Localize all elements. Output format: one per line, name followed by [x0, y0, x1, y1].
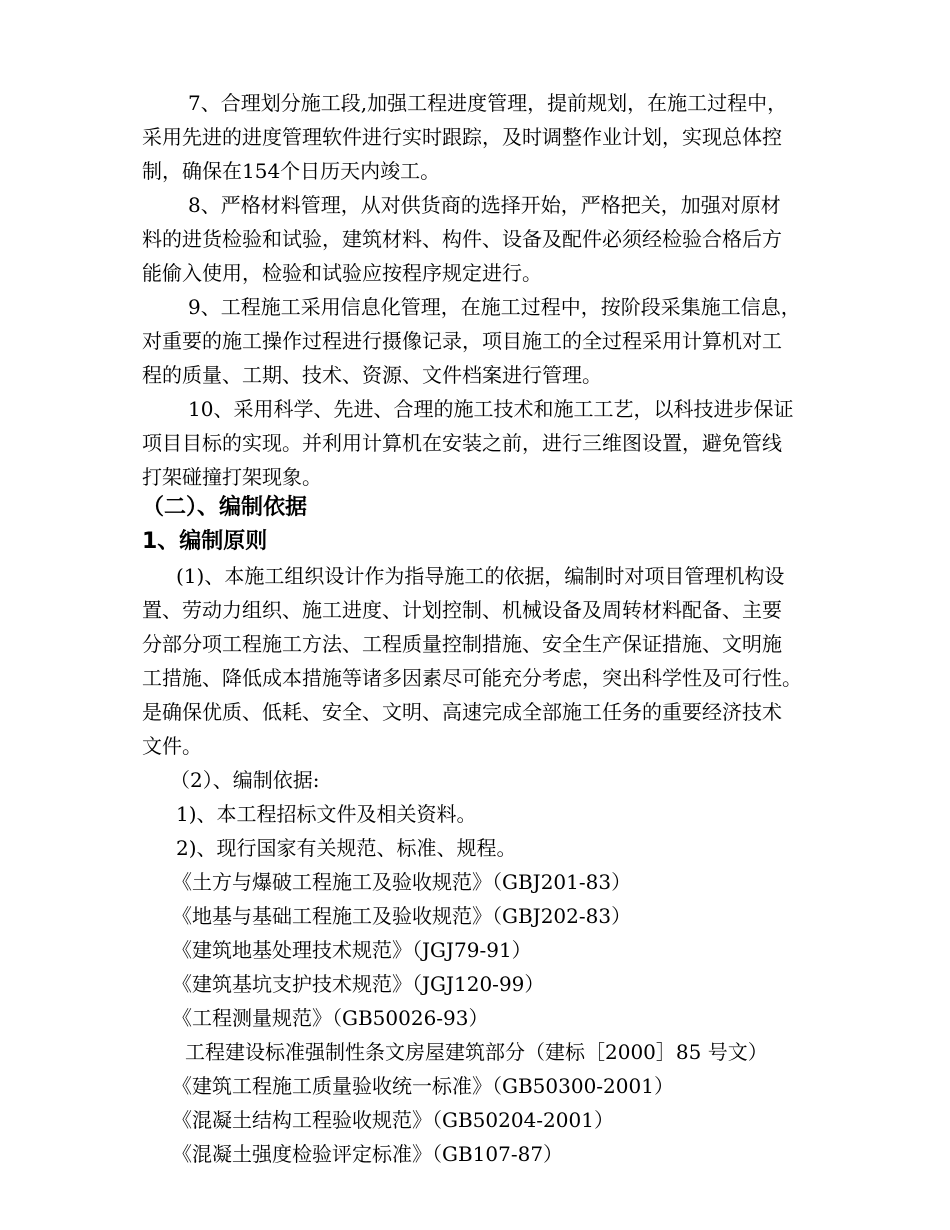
- standard-item: 工程建设标准强制性条文房屋建筑部分（建标［2000］85 号文）: [185, 1040, 768, 1064]
- section-heading: （二）、编制依据: [142, 495, 308, 520]
- standard-item: 《混凝土强度检验评定标准》（GB107-87）: [172, 1142, 564, 1166]
- principle-line3: 分部分项工程施工方法、工程质量控制措施、安全生产保证措施、文明施: [142, 632, 782, 656]
- principle-line4: 工措施、降低成本措施等诸多因素尽可能充分考虑，突出科学性及可行性。: [142, 666, 802, 690]
- para10-line1: 10、采用科学、先进、合理的施工技术和施工工艺，以科技进步保证: [188, 397, 794, 421]
- standard-item: 《建筑地基处理技术规范》（JGJ79-91）: [172, 938, 532, 962]
- principle-line1: (1)、本施工组织设计作为指导施工的依据，编制时对项目管理机构设: [176, 564, 785, 588]
- standard-item: 《建筑工程施工质量验收统一标准》（GB50300-2001）: [172, 1074, 674, 1098]
- para7-line1: 7、合理划分施工段,加强工程进度管理，提前规划，在施工过程中，: [188, 91, 788, 115]
- para9-line2: 对重要的施工操作过程进行摄像记录，项目施工的全过程采用计算机对工: [142, 329, 782, 353]
- principle-line2: 置、劳动力组织、施工进度、计划控制、机械设备及周转材料配备、主要: [142, 598, 782, 622]
- subsection-heading: 1、编制原则: [142, 529, 268, 554]
- standard-item: 《土方与爆破工程施工及验收规范》（GBJ201-83）: [172, 870, 632, 894]
- para10-line3: 打架碰撞打架现象。: [142, 465, 322, 489]
- standard-item: 《地基与基础工程施工及验收规范》（GBJ202-83）: [172, 904, 632, 928]
- para8-line2: 料的进货检验和试验，建筑材料、构件、设备及配件必须经检验合格后方: [142, 227, 782, 251]
- standard-item: 《混凝土结构工程验收规范》（GB50204-2001）: [172, 1108, 614, 1132]
- para7-line2: 采用先进的进度管理软件进行实时跟踪，及时调整作业计划，实现总体控: [142, 125, 782, 149]
- para9-line1: 9、工程施工采用信息化管理，在施工过程中，按阶段采集施工信息，: [188, 295, 801, 319]
- para8-line3: 能偷入使用，检验和试验应按程序规定进行。: [142, 261, 542, 285]
- basis-item-2: 2)、现行国家有关规范、标准、规程。: [176, 836, 517, 860]
- basis-label: （2）、编制依据:: [170, 768, 320, 792]
- standard-item: 《工程测量规范》（GB50026-93）: [172, 1006, 489, 1030]
- para9-line3: 程的质量、工期、技术、资源、文件档案进行管理。: [142, 363, 602, 387]
- standard-item: 《建筑基坑支护技术规范》（JGJ120-99）: [172, 972, 545, 996]
- principle-line5: 是确保优质、低耗、安全、文明、高速完成全部施工任务的重要经济技术: [142, 700, 782, 724]
- para10-line2: 项目目标的实现。并利用计算机在安装之前，进行三维图设置，避免管线: [142, 431, 782, 455]
- para7-line3: 制，确保在154个日历天内竣工。: [142, 159, 441, 183]
- para8-line1: 8、严格材料管理，从对供货商的选择开始，严格把关，加强对原材: [188, 193, 781, 217]
- principle-line6: 文件。: [142, 734, 202, 758]
- basis-item-1: 1)、本工程招标文件及相关资料。: [176, 802, 477, 826]
